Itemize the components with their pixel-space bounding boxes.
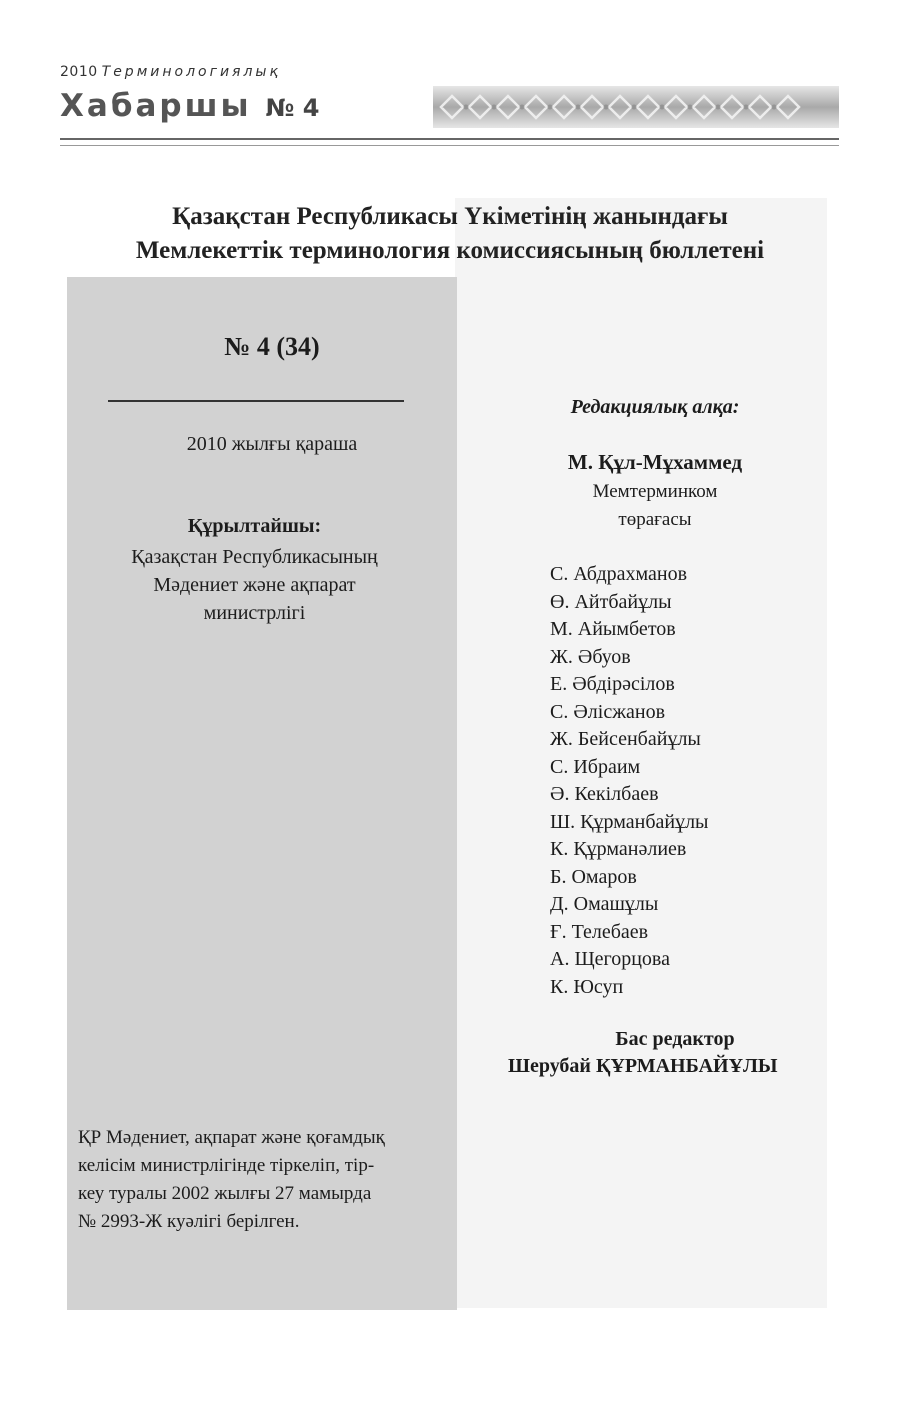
- chair-name: М. Құл-Мұхаммед: [567, 450, 743, 474]
- issue-date: 2010 жылғы қараша: [186, 433, 358, 455]
- board-member: Д. Омашұлы: [550, 893, 659, 915]
- chief-editor-name-text: Шерубай ҚҰРМАНБАЙҰЛЫ: [508, 1055, 778, 1077]
- header-ornament: [433, 86, 839, 128]
- board-member: Ш. Құрманбайұлы: [550, 810, 709, 833]
- title-line-1: Қазақстан Республикасы Үкіметінің жанындағы: [172, 203, 728, 230]
- founder-line: Қазақстан Республикасының: [131, 546, 378, 568]
- chief-editor-label: Бас редактор: [615, 1028, 735, 1050]
- founder-line: министрлігі: [203, 602, 306, 624]
- board-member: А. Щегорцова: [550, 948, 670, 970]
- founder-line: Мәдениет және ақпарат: [153, 574, 356, 596]
- board-member: Б. Омаров: [550, 865, 637, 888]
- header-issue-number: № 4: [265, 94, 320, 122]
- registration-line: № 2993-Ж куәлігі берілген.: [78, 1211, 300, 1232]
- header-rule-thin: [60, 145, 839, 146]
- board-member: С. Ибраим: [550, 755, 641, 778]
- board-member: С. Абдрахманов: [550, 563, 688, 585]
- board-member: К. Юсуп: [550, 975, 624, 998]
- founder-text: [67, 543, 442, 627]
- founder-label: Құрылтайшы:: [187, 515, 322, 537]
- header-journal: [60, 88, 319, 124]
- chair-role-line: Мемтерминком: [592, 481, 718, 502]
- registration-line: келісім министрлігінде тіркеліп, тір-: [78, 1155, 375, 1176]
- chief-editor-name: [500, 1055, 880, 1078]
- header-rule: [60, 138, 839, 140]
- board-member: К. Құрманәлиев: [550, 838, 687, 860]
- title-line-2: Мемлекеттік терминология комиссиясының бюллетені: [135, 237, 765, 264]
- issue-divider: [108, 400, 404, 402]
- board-members-list: [550, 561, 709, 1001]
- header-series: [60, 64, 281, 80]
- editorial-board-label: Редакциялық алқа:: [570, 396, 740, 418]
- board-member: С. Әлісжанов: [550, 700, 666, 723]
- board-member: Ә. Кекілбаев: [550, 783, 659, 805]
- page-title: [60, 200, 840, 268]
- chair-role-line: төрағасы: [618, 509, 692, 530]
- registration-line: кеу туралы 2002 жылғы 27 мамырда: [78, 1183, 372, 1204]
- board-member: Ж. Бейсенбайұлы: [550, 728, 701, 750]
- board-member: Ө. Айтбайұлы: [550, 590, 672, 613]
- header-series-title: Терминологиялық: [101, 64, 281, 80]
- chair-role: [500, 478, 810, 534]
- board-member: М. Айымбетов: [550, 618, 676, 640]
- header-journal-title: Хабаршы: [60, 88, 252, 124]
- header-year: 2010: [60, 64, 98, 80]
- issue-number: № 4 (34): [224, 332, 320, 361]
- board-member: Ғ. Телебаев: [550, 920, 649, 943]
- registration-line: ҚР Мәдениет, ақпарат және қоғамдық: [78, 1127, 385, 1148]
- board-member: Ж. Әбуов: [550, 645, 631, 668]
- registration-note: [78, 1124, 385, 1236]
- board-member: Е. Әбдірәсілов: [550, 673, 675, 695]
